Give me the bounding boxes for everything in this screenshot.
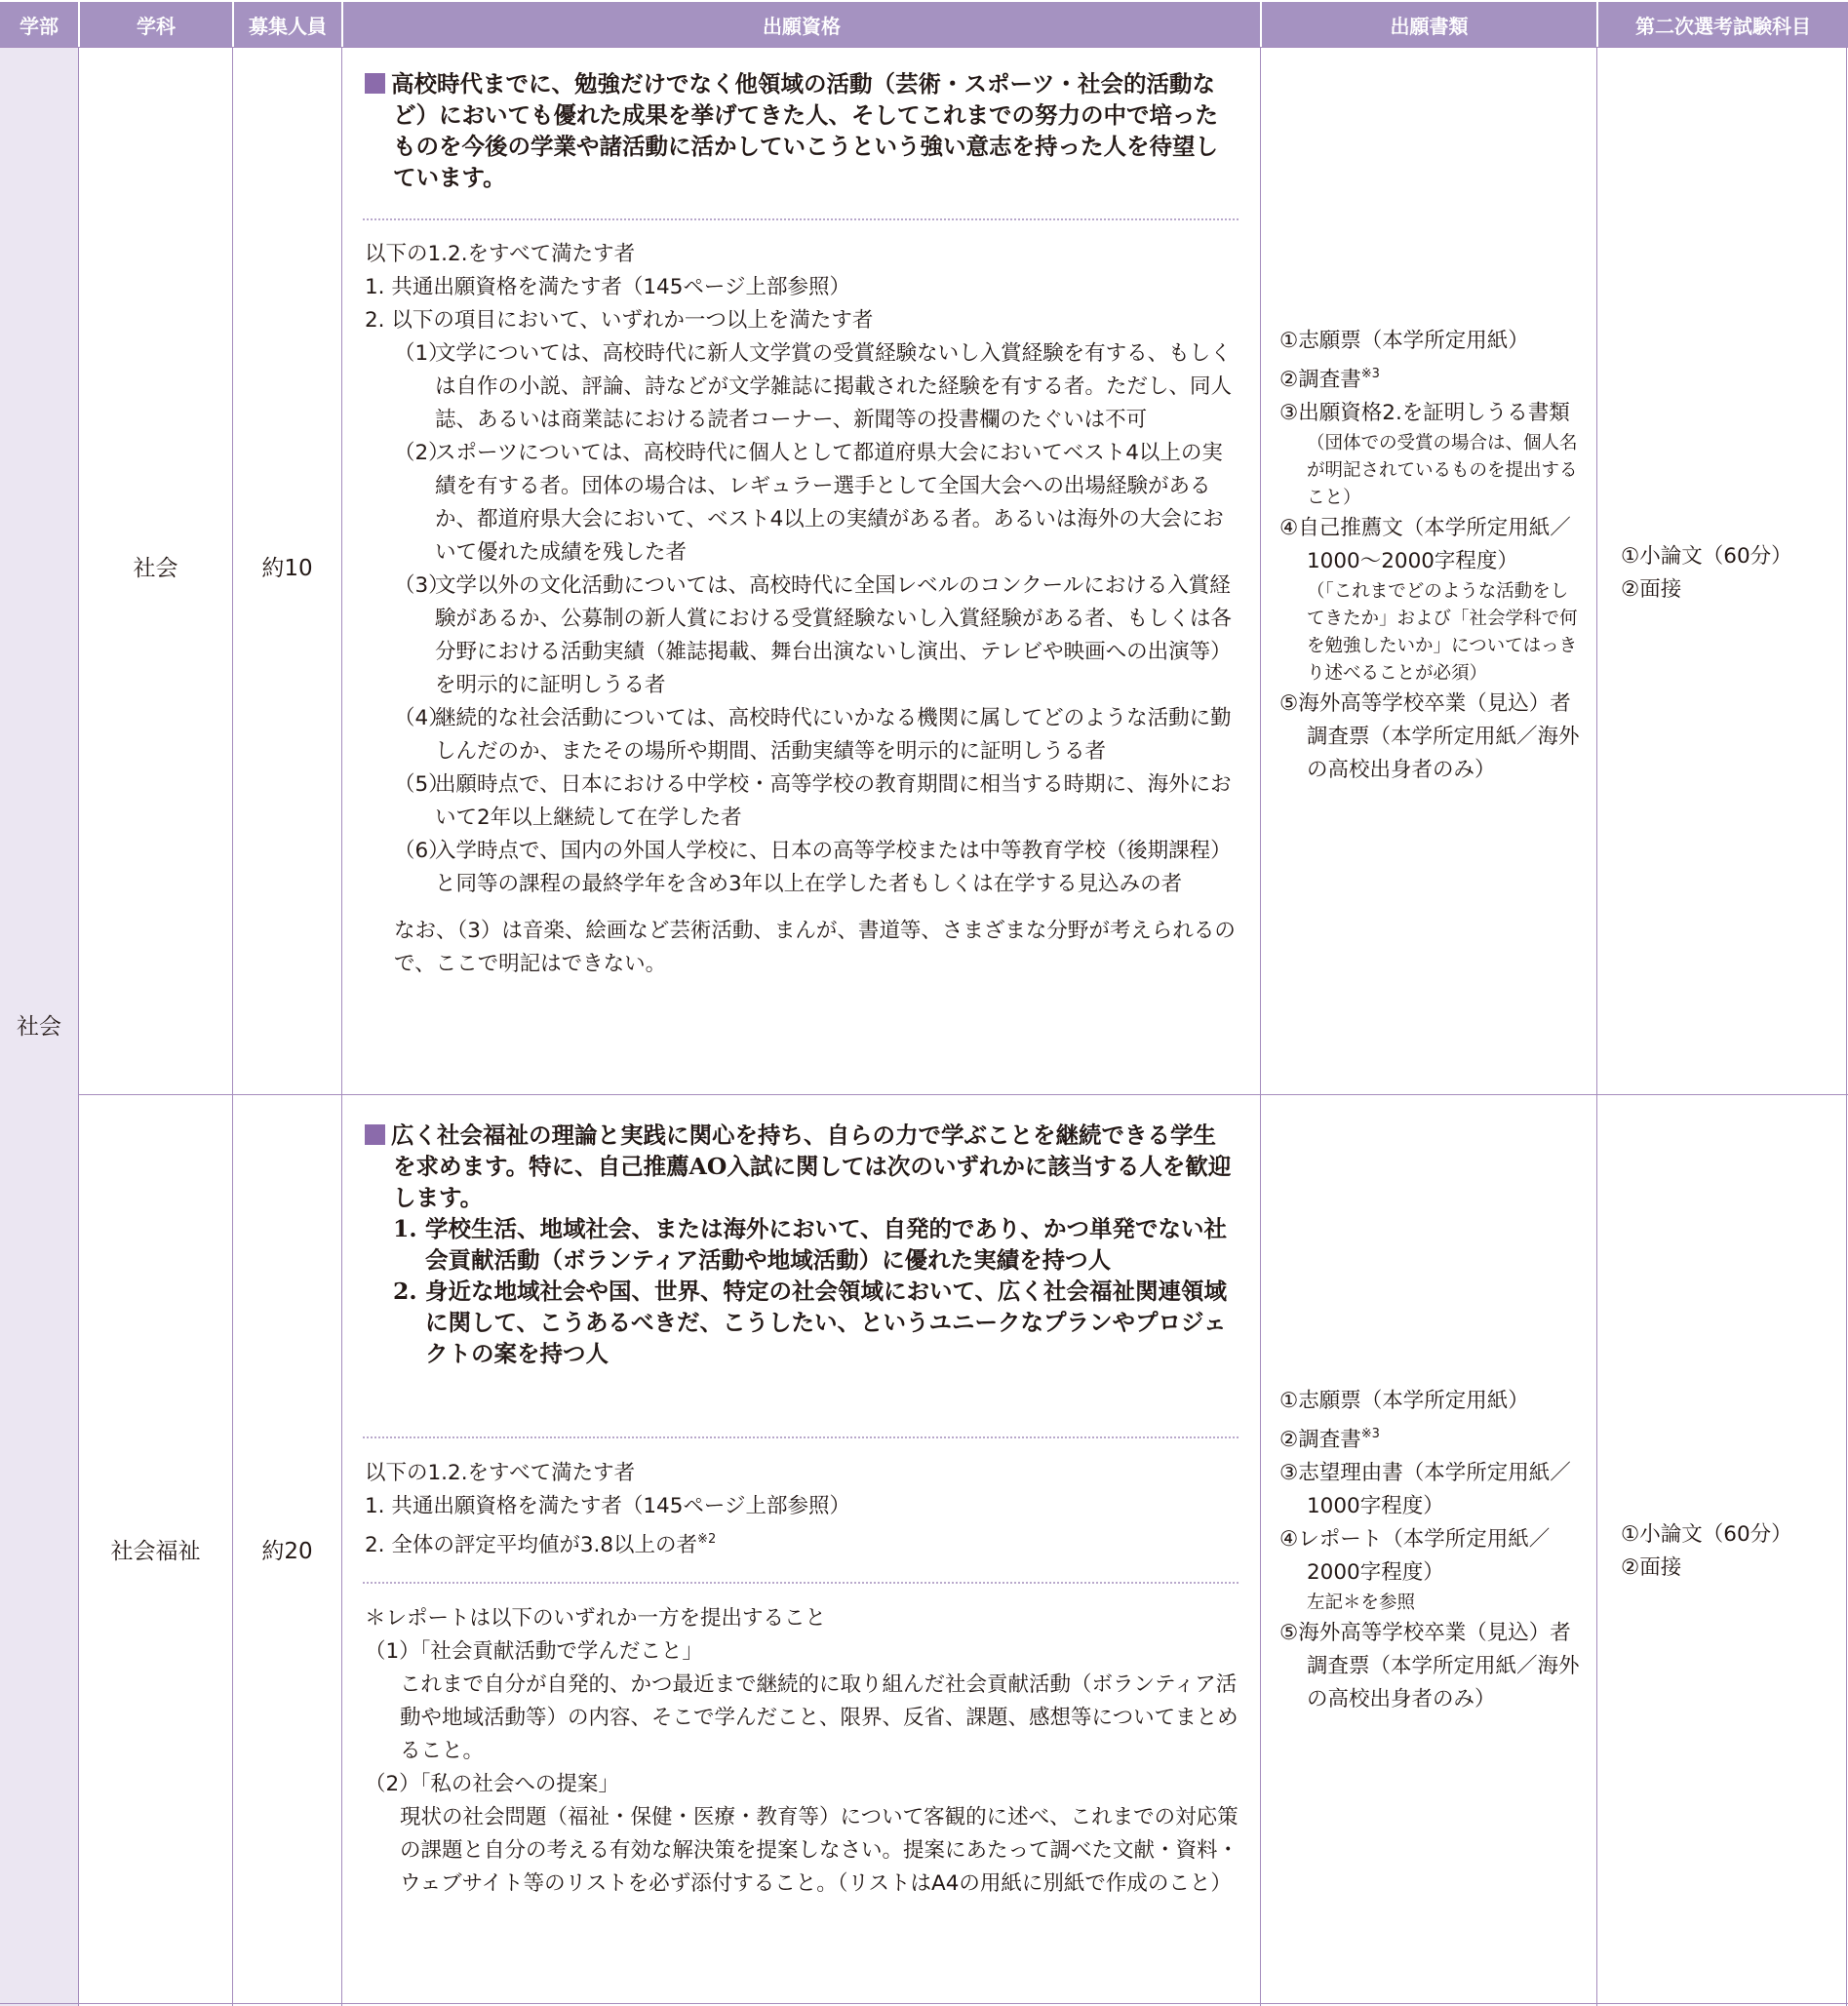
- row2-req1: 1. 共通出願資格を満たす者（145ページ上部参照）: [365, 1494, 850, 1518]
- col-rule-right: [1846, 47, 1847, 2006]
- row2-req2: [365, 1523, 1239, 1562]
- col-rule-2: [232, 47, 233, 2006]
- sub-text: スポーツについては、高校時代に個人として都道府県大会においてベスト4以上の実績を有する者。団体の場合は、レギュラー選手として全国大会への出場経験があるか、都道府県大会において、ベスト4以上の実績がある者。あるいは海外の大会において優れた成績を残した者: [435, 441, 1224, 565]
- row1-sub-list: [365, 337, 1239, 901]
- row1-doc-3-note: （団体での受賞の場合は、個人名が明記されているものを提出すること）: [1307, 433, 1578, 508]
- row2-report1-title: （1）「社会貢献活動で学んだこと」: [365, 1639, 703, 1664]
- header-documents: 出願書類: [1262, 2, 1596, 47]
- row2-exam-2: ②面接: [1621, 1555, 1682, 1580]
- row2-report-title: ＊レポートは以下のいずれか一方を提出すること: [365, 1606, 827, 1631]
- header-faculty: 学部: [0, 2, 78, 47]
- sub-text: 継続的な社会活動については、高校時代にいかなる機関に属してどのような活動に勤しんだのか、またその場所や期間、活動実績等を明示的に証明しうる者: [435, 706, 1232, 764]
- row1-lead-statement: [365, 68, 1239, 193]
- col-rule-4: [1260, 47, 1261, 2006]
- doc-text: ②調査書: [1279, 368, 1361, 392]
- row1-sub-item-3: [394, 570, 1239, 702]
- header-bottom-rule: [0, 47, 1848, 48]
- row1-requirements: [365, 238, 1239, 981]
- row1-doc-3: ③出願資格2.を証明しうる書類: [1279, 401, 1570, 425]
- row1-department: 社会: [133, 555, 178, 581]
- row1-dotted-separator: [363, 218, 1239, 220]
- header-exam: 第二次選考試験科目: [1598, 2, 1848, 47]
- row2-qualification: [365, 1120, 1239, 1369]
- row1-doc-4: ④自己推薦文（本学所定用紙／1000〜2000字程度）: [1279, 516, 1571, 573]
- row2-department: 社会福祉: [110, 1538, 201, 1564]
- square-bullet-icon: [365, 1124, 385, 1145]
- sub-num: （2）: [394, 441, 450, 465]
- row1-doc-2: [1279, 358, 1582, 397]
- row1-req1: 1. 共通出願資格を満たす者（145ページ上部参照）: [365, 275, 850, 299]
- row2-documents: [1279, 1385, 1582, 1716]
- lead-item-text: 身近な地域社会や国、世界、特定の社会領域において、広く社会福祉関連領域に関して、こうあるべきだ、こうしたい、というユニークなプランやプロジェクトの案を持つ人: [425, 1278, 1228, 1367]
- row1-exam: [1621, 540, 1840, 607]
- row2-lead-item-2: [365, 1276, 1239, 1369]
- square-bullet-icon: [365, 73, 385, 94]
- header-capacity: 募集人員: [234, 2, 341, 47]
- lead-item-num: 2.: [393, 1278, 417, 1305]
- row2-dotted-separator-1: [363, 1436, 1239, 1438]
- footnote-mark: ※3: [1360, 367, 1380, 381]
- row1-sub-item-6: [394, 835, 1239, 901]
- row2-exam-1: ①小論文（60分）: [1621, 1522, 1792, 1547]
- row-divider: [78, 1094, 1848, 1095]
- row2-requirements: [365, 1457, 1239, 1562]
- sub-text: 入学時点で、国内の外国人学校に、日本の高等学校または中等教育学校（後期課程）と同等の課程の最終学年を含め3年以上在学した者もしくは在学する見込みの者: [435, 839, 1232, 896]
- row1-sub-item-2: [394, 437, 1239, 570]
- lead-item-text: 学校生活、地域社会、または海外において、自発的であり、かつ単発でない社会貢献活動（ボランティア活動や地域活動）に優れた実績を持つ人: [425, 1215, 1228, 1274]
- sub-text: 出願時点で、日本における中学校・高等学校の教育期間に相当する時期に、海外において2年以上継続して在学した者: [435, 772, 1232, 830]
- row2-dotted-separator-2: [363, 1582, 1239, 1584]
- row1-lead-text: 高校時代までに、勉強だけでなく他領域の活動（芸術・スポーツ・社会的活動など）においても優れた成果を挙げてきた人、そしてこれまでの努力の中で培ったものを今後の学業や諸活動に活かしていこうという強い意志を持った人を待望しています。: [391, 70, 1218, 191]
- header-department: 学科: [80, 2, 232, 47]
- row2-doc-4: ④レポート（本学所定用紙／2000字程度）: [1279, 1527, 1551, 1585]
- faculty-name: 社会: [17, 1013, 61, 1040]
- sub-num: （3）: [394, 573, 450, 598]
- row2-doc-3: ③志望理由書（本学所定用紙／1000字程度）: [1279, 1461, 1571, 1518]
- sub-text: 文学については、高校時代に新人文学賞の受賞経験ないし入賞経験を有する、もしくは自作の小説、評論、詩などが文学雑誌に掲載された経験を有する者。ただし、同人誌、あるいは商業誌における読者コーナー、新聞等の投書欄のたぐいは不可: [435, 341, 1233, 432]
- row1-documents: [1279, 325, 1582, 787]
- header-qualification: 出願資格: [343, 2, 1260, 47]
- row2-report2-text: 現状の社会問題（福祉・保健・医療・教育等）について客観的に述べ、これまでの対応策の課題と自分の考える有効な解決策を提案しなさい。提案にあたって調べた文献・資料・ウェブサイト等のリストを必ず添付すること。（リストはA4の用紙に別紙で作成のこと）: [400, 1805, 1239, 1896]
- row1-doc-5: ⑤海外高等学校卒業（見込）者調査票（本学所定用紙／海外の高校出身者のみ）: [1279, 691, 1580, 782]
- row1-exam-1: ①小論文（60分）: [1621, 544, 1792, 569]
- row1-req2: 2. 以下の項目において、いずれか一つ以上を満たす者: [365, 308, 874, 333]
- sub-num: （4）: [394, 706, 450, 730]
- row1-sub-item-4: [394, 702, 1239, 768]
- row1-exam-2: ②面接: [1621, 577, 1682, 602]
- row1-qualification: [365, 68, 1239, 193]
- row1-doc-4-note: （「これまでどのような活動をしてきたか」および「社会学科で何を勉強したいか」についてはっきり述べることが必須）: [1307, 581, 1578, 684]
- row2-lead-text: 広く社会福祉の理論と実践に関心を持ち、自らの力で学ぶことを継続できる学生を求めます。特に、自己推薦AO入試に関しては次のいずれかに該当する人を歓迎します。: [391, 1121, 1232, 1211]
- row2-doc-5: ⑤海外高等学校卒業（見込）者調査票（本学所定用紙／海外の高校出身者のみ）: [1279, 1621, 1580, 1711]
- row1-note: なお、（3）は音楽、絵画など芸術活動、まんが、書道等、さまざまな分野が考えられるので、ここで明記はできない。: [394, 919, 1236, 976]
- row2-lead-statement: [365, 1120, 1239, 1213]
- row2-doc-1: ①志願票（本学所定用紙）: [1279, 1389, 1529, 1413]
- req-text: 2. 全体の評定平均値が3.8以上の者: [365, 1533, 698, 1557]
- row1-doc-1: ①志願票（本学所定用紙）: [1279, 329, 1529, 353]
- col-rule-5: [1596, 47, 1597, 2006]
- row2-capacity: 約20: [261, 1538, 313, 1564]
- row2-intro: 以下の1.2.をすべて満たす者: [365, 1461, 636, 1485]
- doc-text: ②調査書: [1279, 1428, 1361, 1452]
- row1-sub-item-5: [394, 768, 1239, 835]
- row2-report-section: [365, 1602, 1239, 1901]
- row2-doc-2: [1279, 1418, 1582, 1457]
- lead-item-num: 1.: [393, 1215, 417, 1242]
- footnote-mark: ※3: [1360, 1427, 1380, 1441]
- footnote-mark: ※2: [697, 1532, 717, 1547]
- sub-num: （6）: [394, 839, 450, 863]
- sub-num: （5）: [394, 772, 450, 797]
- sub-num: （1）: [394, 341, 450, 366]
- table-bottom-rule: [0, 2003, 1848, 2004]
- col-rule-1: [78, 47, 79, 2006]
- row1-intro: 以下の1.2.をすべて満たす者: [365, 242, 636, 266]
- row1-capacity: 約10: [261, 555, 313, 581]
- row2-exam: [1621, 1518, 1840, 1585]
- row2-report1-text: これまで自分が自発的、かつ最近まで継続的に取り組んだ社会貢献活動（ボランティア活動や地域活動等）の内容、そこで学んだこと、限界、反省、課題、感想等についてまとめること。: [400, 1672, 1239, 1763]
- row2-doc-4-note: 左記＊を参照: [1307, 1593, 1416, 1613]
- row2-report2-title: （2）「私の社会への提案」: [365, 1772, 619, 1796]
- row2-lead-item-1: [365, 1213, 1239, 1276]
- sub-text: 文学以外の文化活動については、高校時代に全国レベルのコンクールにおける入賞経験があるか、公募制の新人賞における受賞経験ないし入賞経験がある者、もしくは各分野における活動実績（雑誌掲載、舞台出演ないし演出、テレビや映画への出演等）を明示的に証明しうる者: [435, 573, 1233, 697]
- col-rule-3: [341, 47, 342, 2006]
- row1-sub-item-1: [394, 337, 1239, 437]
